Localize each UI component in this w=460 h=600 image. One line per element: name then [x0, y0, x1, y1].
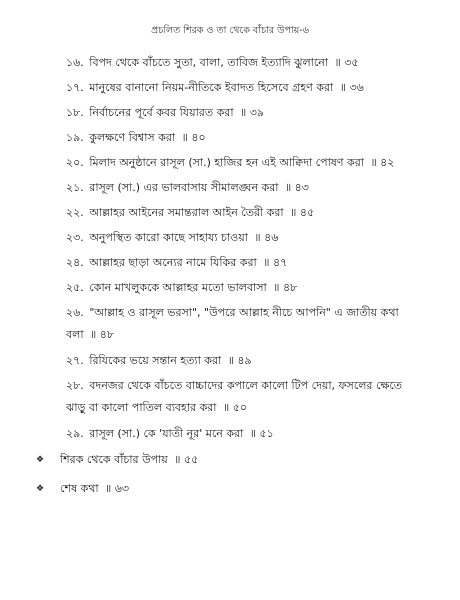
toc-entry [66, 102, 406, 124]
running-header [0, 24, 460, 39]
entry-page: ॥ ৪৩ [284, 181, 309, 194]
entry-title: রাসূল (সা.) কে 'যাতী নূর' মনে করা [89, 427, 244, 440]
section-entry [60, 449, 198, 471]
entry-page: ॥ ৪৬ [254, 231, 279, 244]
entry-number: ২৭. [66, 354, 84, 367]
section-title: শেষ কথা [60, 482, 99, 495]
entry-title: কোন মাখলুককে আল্লাহর মতো ভালবাসা [89, 281, 267, 294]
entry-number: ২৮. [66, 379, 84, 392]
toc-entry [66, 423, 406, 445]
entry-page: ॥ ৩৯ [240, 106, 265, 119]
section-page: ॥ ৫৫ [174, 453, 199, 466]
entry-page: ॥ ৩৬ [339, 81, 364, 94]
entry-title: কুলক্ষণে বিশ্বাস করা [89, 131, 176, 144]
entry-title: নির্বাচনের পূর্বে কবর যিয়ারত করা [89, 106, 234, 119]
entry-title: আল্লাহর আইনের সমান্তরাল আইন তৈরী করা [89, 206, 284, 219]
entry-title: অনুপস্থিত কারো কাছে সাহায্য চাওয়া [89, 231, 248, 244]
entry-title: "আল্লাহ ও রাসূল ভরসা", "উপরে আল্লাহ নীচে আপনি" এ জাতীয় কথা বলা [66, 306, 399, 341]
diamond-bullet-icon: ❖ [36, 455, 45, 465]
entry-number: ২২. [66, 206, 84, 219]
entry-number: ২৩. [66, 231, 84, 244]
entry-page: ॥ ৪৫ [290, 206, 315, 219]
toc-entry [66, 77, 406, 99]
entry-number: ২০. [66, 156, 84, 169]
entry-page: ॥ ৪৭ [263, 256, 288, 269]
entry-number: ১৯. [66, 131, 84, 144]
entry-title: মানুষের বানানো নিয়ম-নীতিকে ইবাদত হিসেবে গ্রহণ করা [89, 81, 334, 94]
running-title: প্রচলিত শিরক ও তা থেকে বাঁচার উপায়-৬ [151, 25, 309, 36]
toc-entry [66, 375, 406, 419]
entry-number: ২৪. [66, 256, 84, 269]
entry-page: ॥ ৪২ [370, 156, 395, 169]
toc-entry [66, 277, 406, 299]
entry-title: বদনজর থেকে বাঁচতে বাচ্চাদের কপালে কালো টিপ দেয়া, ফসলের ক্ষেতে ঝাড়ু বা কালো পাতিল ব্যবহার করা [66, 379, 403, 414]
entry-number: ১৭. [66, 81, 84, 94]
entry-page: ॥ ৫১ [249, 427, 274, 440]
entry-page: ॥ ৪৯ [227, 354, 252, 367]
toc-entry [66, 252, 406, 274]
toc-entry [66, 227, 406, 249]
toc-entry [66, 202, 406, 224]
entry-title: রিযিকের ভয়ে সন্তান হত্যা করা [89, 354, 222, 367]
toc-entry [66, 177, 406, 199]
section-entry [60, 478, 129, 500]
toc-entry [66, 152, 406, 174]
diamond-bullet-icon: ❖ [36, 484, 45, 494]
toc-entry [66, 302, 406, 346]
toc-entry [66, 127, 406, 149]
toc-entry [66, 52, 406, 74]
section-title: শিরক থেকে বাঁচার উপায় [60, 453, 168, 466]
entry-number: ২৬. [66, 306, 84, 319]
entry-page: ॥ ৪৮ [90, 328, 115, 341]
entry-page: ॥ ৪০ [181, 131, 206, 144]
entry-number: ২৫. [66, 281, 84, 294]
entry-number: ২১. [66, 181, 84, 194]
entry-number: ১৮. [66, 106, 84, 119]
entry-number: ১৬. [66, 56, 84, 69]
section-page: ॥ ৬৩ [105, 482, 130, 495]
entry-number: ২৯. [66, 427, 84, 440]
toc-entry [66, 350, 406, 372]
entry-title: রাসূল (সা.) এর ভালবাসায় সীমালঙ্ঘন করা [89, 181, 279, 194]
entry-page: ॥ ৩৫ [334, 56, 359, 69]
entry-title: আল্লাহর ছাড়া অন্যের নামে যিকির করা [89, 256, 257, 269]
entry-title: বিপদ থেকে বাঁচতে সুতা, বালা, তাবিজ ইত্যাদি ঝুলানো [89, 56, 329, 69]
entry-page: ॥ ৪৮ [273, 281, 298, 294]
entry-title: মিলাদ অনুষ্ঠানে রাসূল (সা.) হাজির হন এই আক্বিদা পোষণ করা [89, 156, 364, 169]
entry-page: ॥ ৫০ [223, 401, 248, 414]
